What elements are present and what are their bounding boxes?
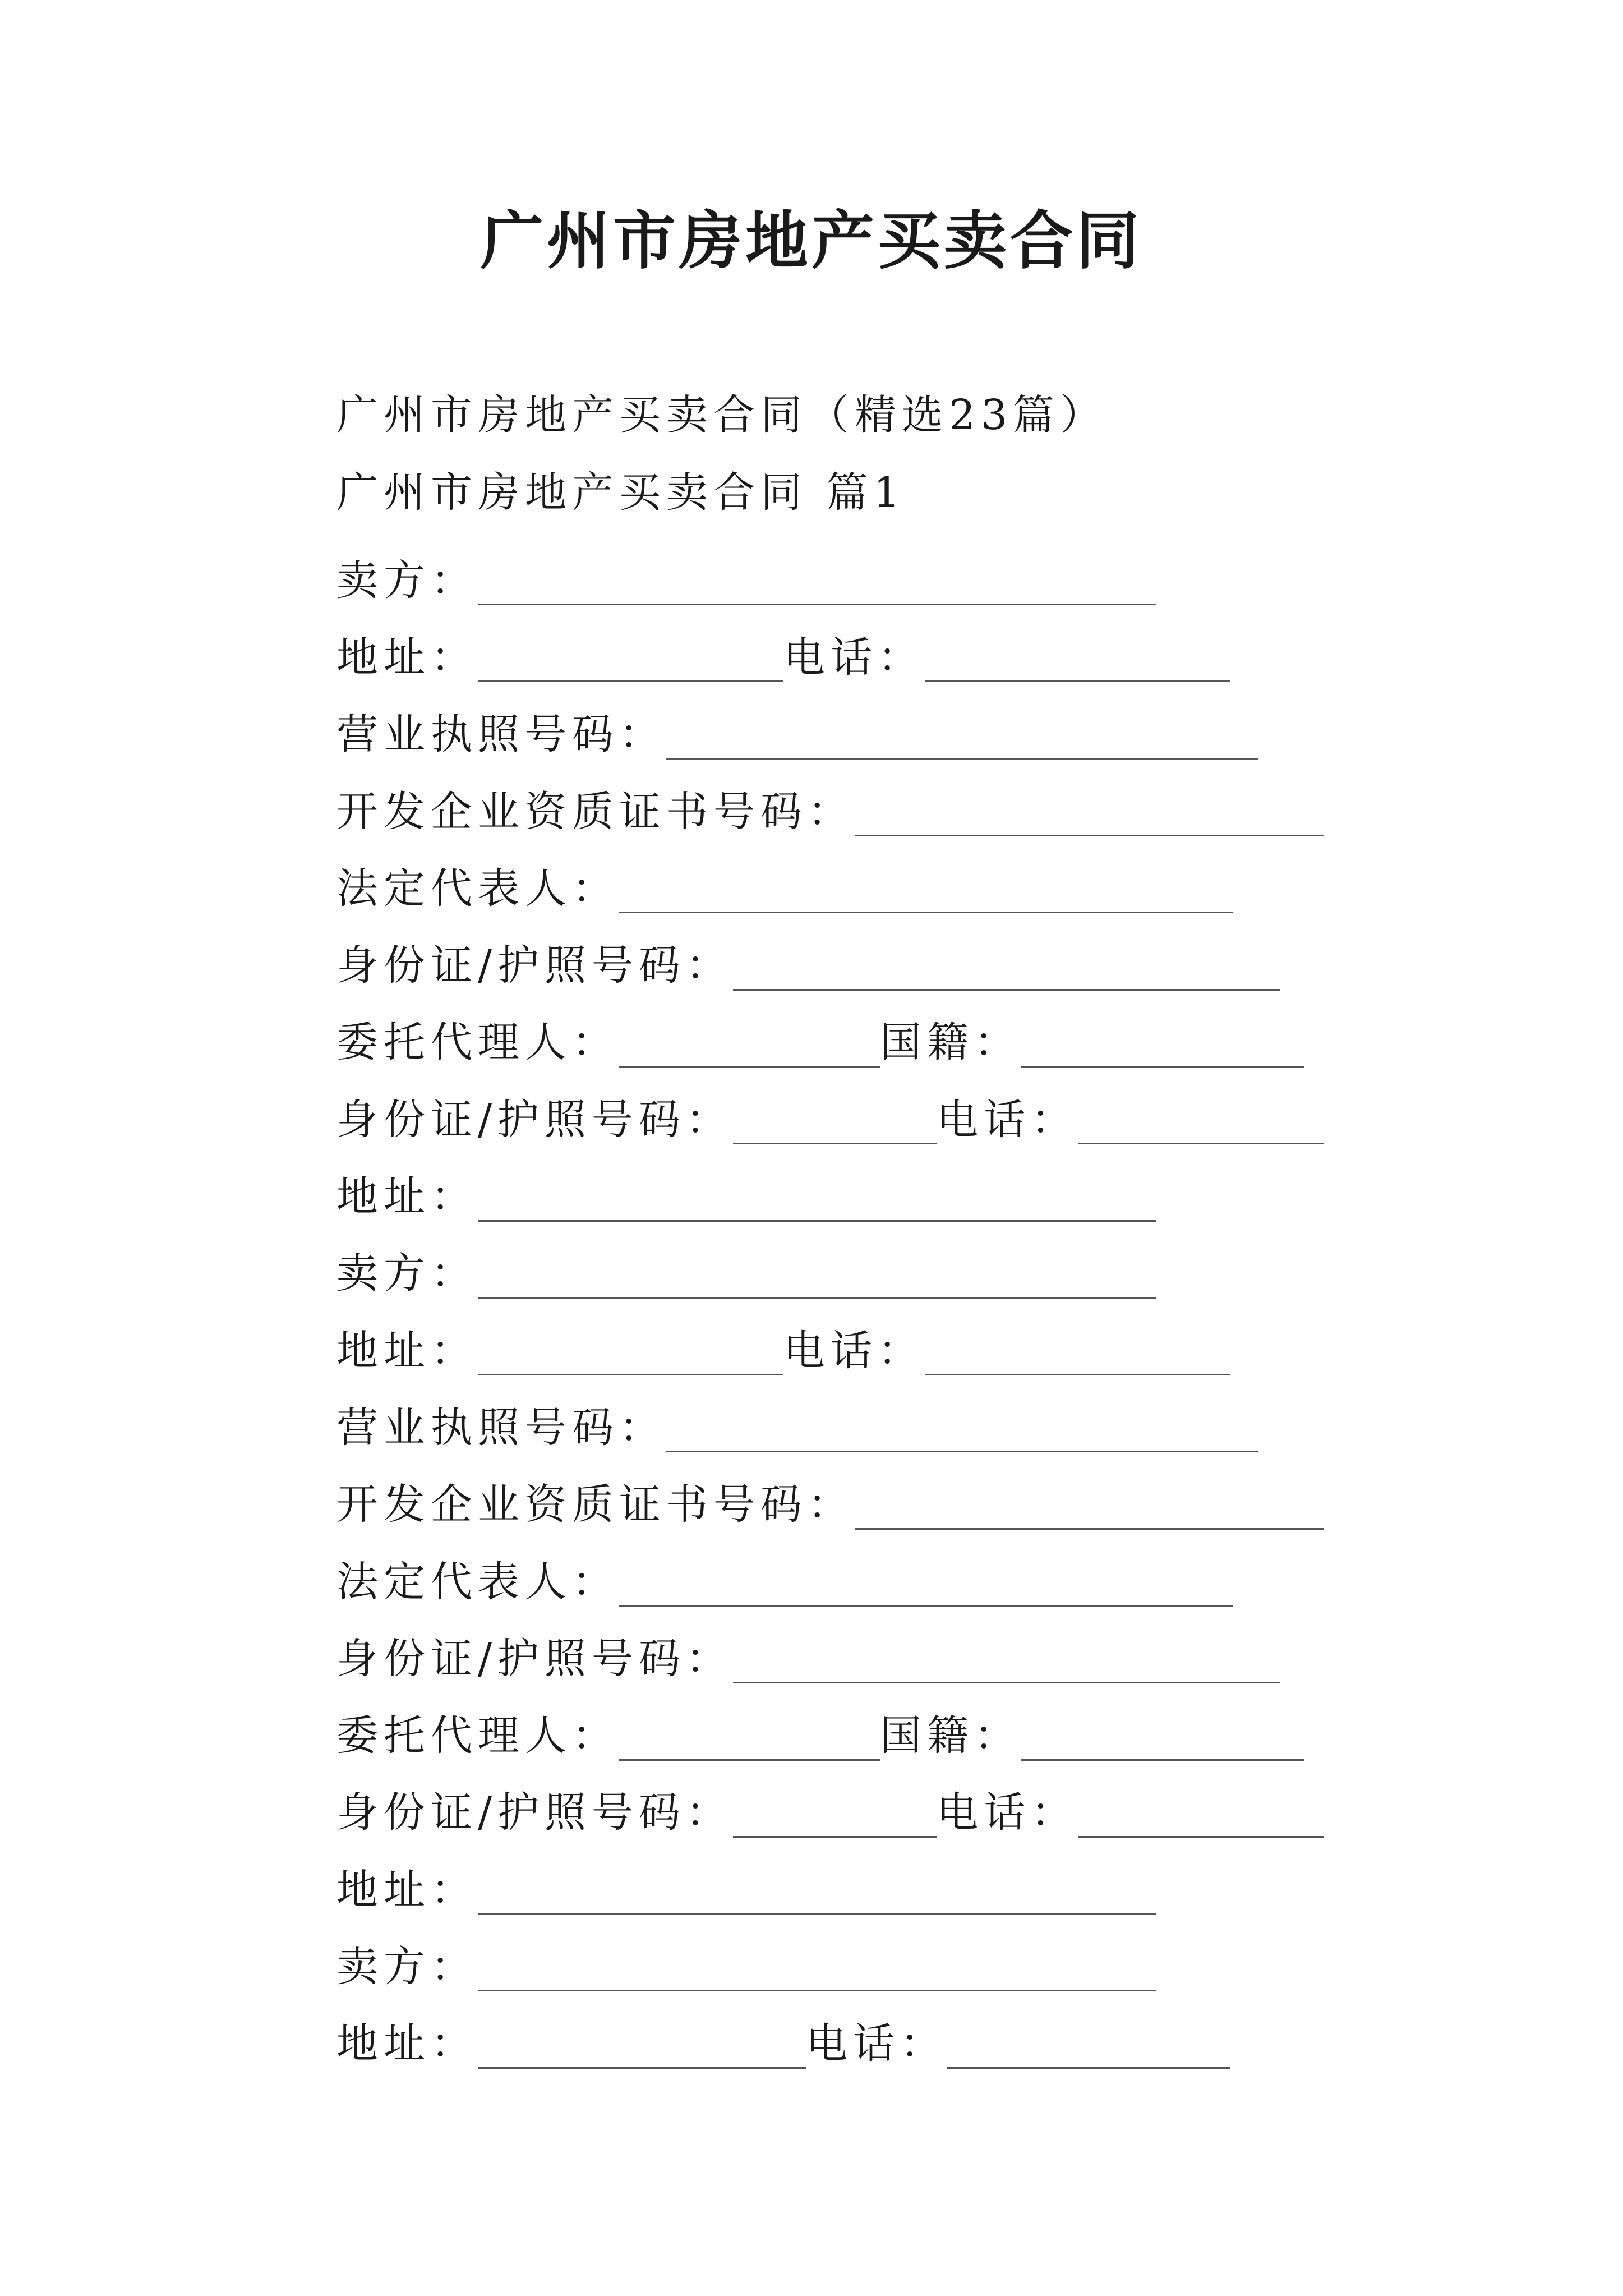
field-row: [336, 773, 1324, 850]
field-row: [336, 619, 1324, 696]
field-label: 身份证/护照号码：: [336, 1095, 733, 1144]
fill-blank[interactable]: [733, 947, 1280, 991]
field-label: 身份证/护照号码：: [336, 1634, 733, 1683]
field-label: 委托代理人：: [336, 1711, 619, 1760]
field-row: [336, 1543, 1324, 1620]
field-row: [336, 850, 1324, 927]
fill-blank[interactable]: [478, 639, 783, 682]
field-label: 卖方：: [336, 556, 478, 605]
field-row: [336, 1697, 1324, 1774]
fill-blank[interactable]: [478, 1255, 1156, 1299]
field-label: 地址：: [336, 1172, 478, 1221]
field-row: [336, 1851, 1324, 1928]
fill-blank[interactable]: [619, 1718, 880, 1761]
field-row: [336, 1389, 1324, 1466]
field-label: 卖方：: [336, 1942, 478, 1991]
field-row: [336, 1774, 1324, 1851]
fill-blank[interactable]: [925, 639, 1230, 682]
field-row: [336, 1004, 1324, 1081]
field-label: 地址：: [336, 2019, 478, 2068]
field-label: 国籍：: [880, 1018, 1021, 1067]
field-label: 委托代理人：: [336, 1018, 619, 1067]
field-label: 地址：: [336, 1326, 478, 1375]
field-row: [336, 696, 1324, 773]
field-label: 国籍：: [880, 1711, 1021, 1760]
document-subtitle: 广州市房地产买卖合同（精选23篇）: [336, 391, 1108, 439]
fill-blank[interactable]: [925, 1332, 1230, 1375]
fill-blank[interactable]: [1021, 1024, 1304, 1068]
fill-blank[interactable]: [1078, 1795, 1324, 1838]
fill-blank[interactable]: [619, 870, 1233, 913]
field-row: [336, 2005, 1324, 2082]
field-label: 身份证/护照号码：: [336, 1788, 733, 1837]
fill-blank[interactable]: [666, 1409, 1258, 1452]
field-label: 电话：: [783, 633, 925, 682]
section-heading: 广州市房地产买卖合同 篇1: [336, 468, 906, 517]
fill-blank[interactable]: [1021, 1718, 1304, 1761]
fill-blank[interactable]: [733, 1795, 937, 1838]
fill-blank[interactable]: [733, 1640, 1280, 1683]
field-row: [336, 927, 1324, 1004]
fill-blank[interactable]: [947, 2026, 1230, 2069]
field-label: 营业执照号码：: [336, 710, 666, 759]
fill-blank[interactable]: [478, 1948, 1156, 1991]
field-row: [336, 1158, 1324, 1235]
fill-blank[interactable]: [619, 1024, 880, 1068]
contract-fields: [336, 542, 1324, 2082]
field-label: 身份证/护照号码：: [336, 941, 733, 990]
field-row: [336, 1081, 1324, 1158]
field-label: 电话：: [937, 1095, 1078, 1144]
field-label: 卖方：: [336, 1249, 478, 1298]
field-row: [336, 1620, 1324, 1697]
field-label: 开发企业资质证书号码：: [336, 1480, 855, 1529]
fill-blank[interactable]: [478, 1179, 1156, 1222]
field-row: [336, 1235, 1324, 1312]
fill-blank[interactable]: [666, 716, 1258, 760]
field-label: 法定代表人：: [336, 864, 619, 913]
field-label: 开发企业资质证书号码：: [336, 787, 855, 836]
fill-blank[interactable]: [478, 2026, 806, 2069]
field-row: [336, 1312, 1324, 1389]
field-label: 电话：: [783, 1326, 925, 1375]
field-label: 地址：: [336, 1865, 478, 1914]
field-label: 电话：: [806, 2019, 947, 2068]
field-row: [336, 1928, 1324, 2005]
field-label: 电话：: [937, 1788, 1078, 1837]
field-label: 法定代表人：: [336, 1557, 619, 1606]
fill-blank[interactable]: [478, 562, 1156, 605]
fill-blank[interactable]: [855, 1487, 1324, 1530]
fill-blank[interactable]: [733, 1101, 937, 1144]
fill-blank[interactable]: [1078, 1101, 1324, 1144]
field-label: 地址：: [336, 633, 478, 682]
field-label: 营业执照号码：: [336, 1403, 666, 1452]
fill-blank[interactable]: [855, 793, 1324, 836]
document-title: 广州市房地产买卖合同: [481, 204, 1142, 278]
fill-blank[interactable]: [478, 1871, 1156, 1915]
field-row: [336, 542, 1324, 619]
fill-blank[interactable]: [478, 1332, 783, 1375]
fill-blank[interactable]: [619, 1563, 1233, 1607]
field-row: [336, 1466, 1324, 1543]
